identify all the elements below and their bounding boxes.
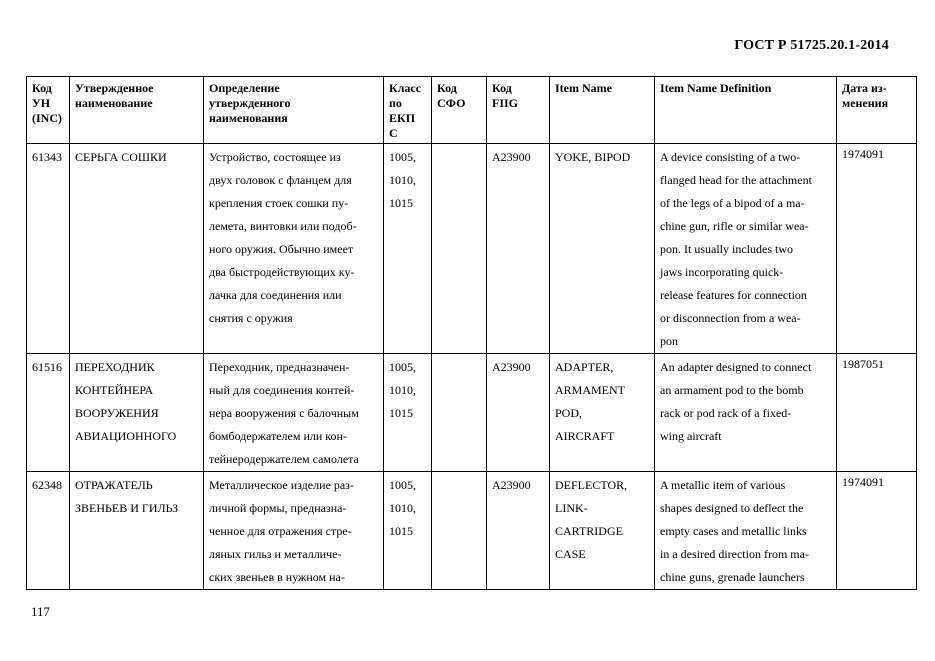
cell-approved-name: ОТРАЖАТЕЛЬ ЗВЕНЬЕВ И ГИЛЬЗ <box>70 472 204 590</box>
header-sfo-code: Код СФО <box>432 77 487 144</box>
table-row <box>27 354 917 472</box>
table-row <box>27 144 917 354</box>
cell-inc: 61516 <box>27 354 70 472</box>
cell-inc: 62348 <box>27 472 70 590</box>
cell-fiig-code: A23900 <box>487 472 550 590</box>
header-item-name-definition: Item Name Definition <box>655 77 837 144</box>
cell-approved-name: ПЕРЕХОДНИК КОНТЕЙНЕРА ВООРУЖЕНИЯ АВИАЦИОННОГО <box>70 354 204 472</box>
cell-name-definition: Устройство, состоящее из двух головок с фланцем для крепления стоек сошки пу- лемета, винтовки или подоб- ного оружия. Обычно имеет два быстродействующих ку- лачка для соединения или снятия с оружия <box>204 144 384 354</box>
cell-class: 1005, 1010, 1015 <box>384 144 432 354</box>
cell-sfo-code <box>432 354 487 472</box>
cell-fiig-code: A23900 <box>487 354 550 472</box>
cell-name-definition: Переходник, предназначен- ный для соединения контей- нера вооружения с балочным бомбодержателем или кон- тейнеродержателем самолета <box>204 354 384 472</box>
header-fiig-code: Код FIIG <box>487 77 550 144</box>
cell-item-name-definition: A metallic item of various shapes designed to deflect the empty cases and metallic links in a desired direction from ma- chine guns, grenade launchers <box>655 472 837 590</box>
header-approved-name: Утвержденное наименование <box>70 77 204 144</box>
header-item-name: Item Name <box>550 77 655 144</box>
cell-fiig-code: A23900 <box>487 144 550 354</box>
cell-name-definition: Металлическое изделие раз- личной формы, предназна- ченное для отражения стре- ляных гильз и металличе- ских звеньев в нужном на- <box>204 472 384 590</box>
cell-item-name: YOKE, BIPOD <box>550 144 655 354</box>
header-change-date: Дата из- менения <box>837 77 917 144</box>
cell-inc: 61343 <box>27 144 70 354</box>
header-class: Класс по ЕКП С <box>384 77 432 144</box>
cell-class: 1005, 1010, 1015 <box>384 472 432 590</box>
page-number: 117 <box>31 604 51 619</box>
cell-item-name: DEFLECTOR, LINK- CARTRIDGE CASE <box>550 472 655 590</box>
cell-sfo-code <box>432 144 487 354</box>
table-header-row <box>27 77 917 144</box>
table-row <box>27 472 917 590</box>
header-name-definition: Определение утвержденного наименования <box>204 77 384 144</box>
nomenclature-table <box>26 76 917 590</box>
cell-sfo-code <box>432 472 487 590</box>
cell-approved-name: СЕРЬГА СОШКИ <box>70 144 204 354</box>
document-standard-header: ГОСТ Р 51725.20.1-2014 <box>734 38 889 53</box>
cell-change-date: 1974091 <box>837 144 917 354</box>
cell-change-date: 1974091 <box>837 472 917 590</box>
header-inc: Код УН (INC) <box>27 77 70 144</box>
cell-item-name-definition: A device consisting of a two- flanged head for the attachment of the legs of a bipod of a ma- chine gun, rifle or similar wea- pon. It usually includes two jaws incorporating quick- release features for connection or disconnection from a wea- pon <box>655 144 837 354</box>
cell-item-name: ADAPTER, ARMAMENT POD, AIRCRAFT <box>550 354 655 472</box>
cell-change-date: 1987051 <box>837 354 917 472</box>
cell-class: 1005, 1010, 1015 <box>384 354 432 472</box>
cell-item-name-definition: An adapter designed to connect an armament pod to the bomb rack or pod rack of a fixed- wing aircraft <box>655 354 837 472</box>
